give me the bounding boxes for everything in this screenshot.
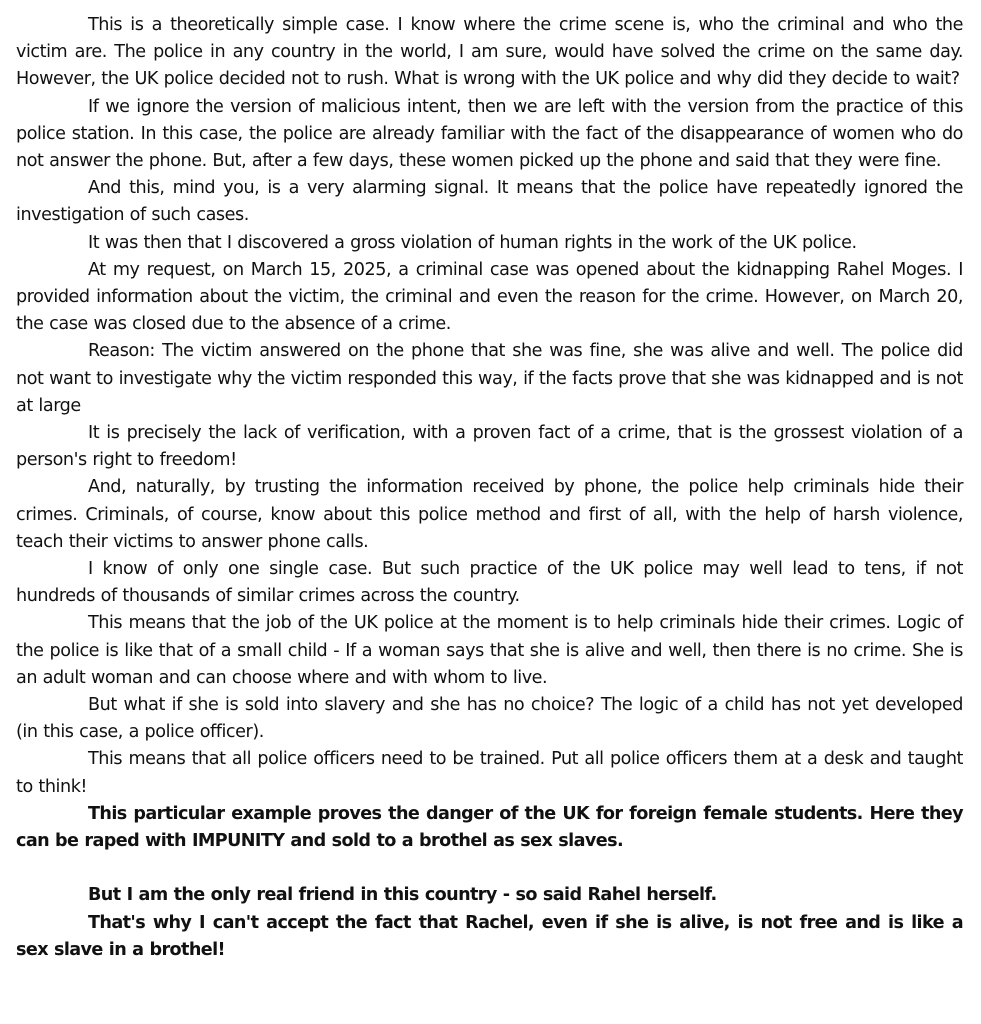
paragraph-4: It was then that I discovered a gross violation of human rights in the work of the UK police. bbox=[88, 232, 857, 253]
paragraph-8: And, naturally, by trusting the information received by phone, the police help criminals hide their crimes. Criminals, of course, know about this police method and first of all, with the help of harsh violence, teach their victims to answer phone calls. bbox=[16, 477, 963, 552]
paragraph-3: And this, mind you, is a very alarming signal. It means that the police have repeatedly ignored the investigation of such cases. bbox=[16, 178, 963, 226]
paragraph-6: Reason: The victim answered on the phone that she was fine, she was alive and well. The police did not want to investigate why the victim responded this way, if the facts prove that she was kidnapped and is not at large bbox=[16, 341, 963, 416]
paragraph-7: It is precisely the lack of verification, with a proven fact of a crime, that is the grossest violation of a person's right to freedom! bbox=[16, 423, 963, 471]
paragraph-12: This means that all police officers need to be trained. Put all police officers them at a desk and taught to think! bbox=[16, 749, 963, 797]
paragraph-14-bold: But I am the only real friend in this country - so said Rahel herself. bbox=[88, 885, 717, 906]
paragraph-9: I know of only one single case. But such practice of the UK police may well lead to tens, if not hundreds of thousands of similar crimes across the country. bbox=[16, 559, 963, 607]
paragraph-11: But what if she is sold into slavery and she has no choice? The logic of a child has not yet developed (in this case, a police officer). bbox=[16, 695, 963, 743]
paragraph-1: This is a theoretically simple case. I know where the crime scene is, who the criminal and who the victim are. The police in any country in the world, I am sure, would have solved the crime on the same day. However, the UK police decided not to rush. What is wrong with the UK police and why did they decide to wait? bbox=[16, 15, 963, 90]
paragraph-13-bold: This particular example proves the danger of the UK for foreign female students. Here they can be raped with IMPUNITY and sold to a brothel as sex slaves. bbox=[16, 803, 963, 852]
paragraph-15-bold: That's why I can't accept the fact that Rachel, even if she is alive, is not free and is like a sex slave in a brothel! bbox=[16, 912, 963, 960]
paragraph-5: At my request, on March 15, 2025, a criminal case was opened about the kidnapping Rahel Moges. I provided information about the victim, the criminal and even the reason for the crime. However, on March 20, the case was closed due to the absence of a crime. bbox=[16, 259, 963, 335]
paragraph-2: If we ignore the version of malicious intent, then we are left with the version from the practice of this police station. In this case, the police are already familiar with the fact of the disappearance of women who do not answer the phone. But, after a few days, these women picked up the phone and said that they were fine. bbox=[16, 96, 963, 172]
paragraph-10: This means that the job of the UK police at the moment is to help criminals hide their crimes. Logic of the police is like that of a small child - If a woman says that she is alive and well, then there is no crime. She is an adult woman and can choose where and with whom to live. bbox=[16, 613, 963, 688]
blank-line bbox=[16, 855, 963, 882]
